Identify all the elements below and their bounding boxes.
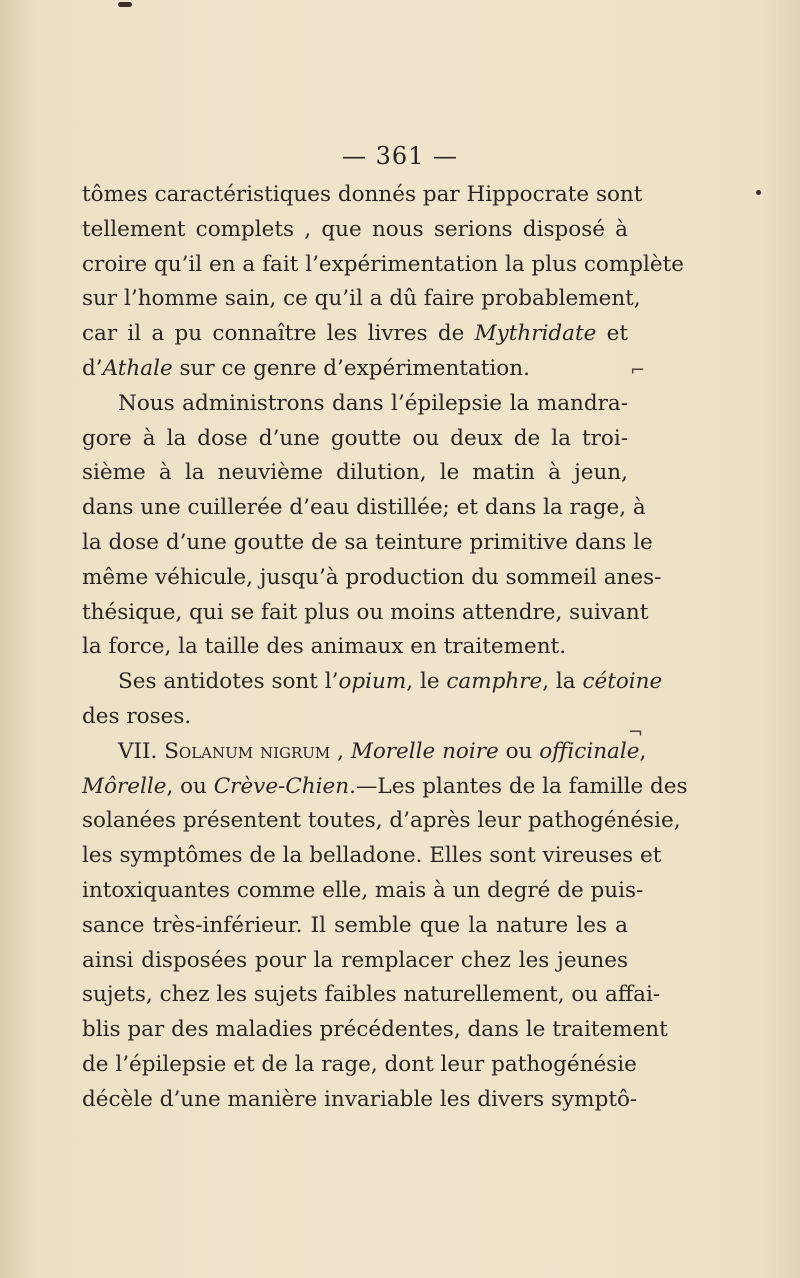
text-line: croire qu’il en a fait l’expérimentation la plus complète — [82, 251, 684, 277]
margin-bracket-mark: ⌐ — [630, 360, 646, 381]
latin-name: Solanum nigrum — [164, 738, 331, 764]
text-line: car il a pu connaître les livres de Mythridate et — [82, 321, 628, 347]
italic-name-athale: Athale — [102, 355, 173, 381]
paragraph-start: Ses antidotes sont l’opium, le camphre, la cétoine — [118, 669, 663, 695]
italic-name-mythridate: Mythridate — [474, 321, 597, 347]
text-line: des roses. — [82, 703, 192, 729]
body-text — [82, 178, 688, 1118]
ink-spot — [118, 2, 132, 7]
text-line: la dose d’une goutte de sa teinture primitive dans le — [82, 529, 653, 555]
text-line: décèle d’une manière invariable les divers symptô- — [82, 1086, 638, 1112]
text-line: intoxiquantes comme elle, mais à un degré de puis- — [82, 877, 644, 903]
text-line: la force, la taille des animaux en traitement. — [82, 634, 567, 660]
section-heading-line: VII. Solanum nigrum , Morelle noire ou officinale, — [118, 738, 647, 764]
text-line: thésique, qui se fait plus ou moins attendre, suivant — [82, 599, 649, 625]
text-line: sième à la neuvième dilution, le matin à jeun, — [82, 460, 628, 486]
text-line: même véhicule, jusqu’à production du sommeil anes- — [82, 564, 662, 590]
text-line: sujets, chez les sujets faibles naturellement, ou affai- — [82, 982, 661, 1008]
text-line: les symptômes de la belladone. Elles sont vireuses et — [82, 843, 662, 869]
text-line: sance très-inférieur. Il semble que la nature les a — [82, 912, 628, 938]
text-line: sur l’homme sain, ce qu’il a dû faire probablement, — [82, 286, 641, 312]
text-line: ainsi disposées pour la remplacer chez les jeunes — [82, 947, 628, 973]
paragraph-start: Nous administrons dans l’épilepsie la mandra- — [118, 390, 628, 416]
text-line: blis par des maladies précédentes, dans le traitement — [82, 1017, 668, 1043]
text-line: tômes caractéristiques donnés par Hippocrate sont — [82, 182, 643, 207]
page-number: — 361 — — [341, 142, 459, 170]
text-line: solanées présentent toutes, d’après leur pathogénésie, — [82, 808, 681, 834]
text-line: d’Athale sur ce genre d’expérimentation. — [82, 355, 530, 381]
text-line: tellement complets , que nous serions disposé à — [82, 216, 628, 242]
text-line: de l’épilepsie et de la rage, dont leur pathogénésie — [82, 1051, 637, 1077]
margin-bracket-mark: ¬ — [628, 722, 644, 743]
text-line: gore à la dose d’une goutte ou deux de la troi- — [82, 425, 628, 451]
text-line: Môrelle, ou Crève-Chien.—Les plantes de la famille des — [82, 773, 688, 799]
ink-spot — [756, 190, 761, 195]
text-line: dans une cuillerée d’eau distillée; et dans la rage, à — [82, 495, 646, 521]
